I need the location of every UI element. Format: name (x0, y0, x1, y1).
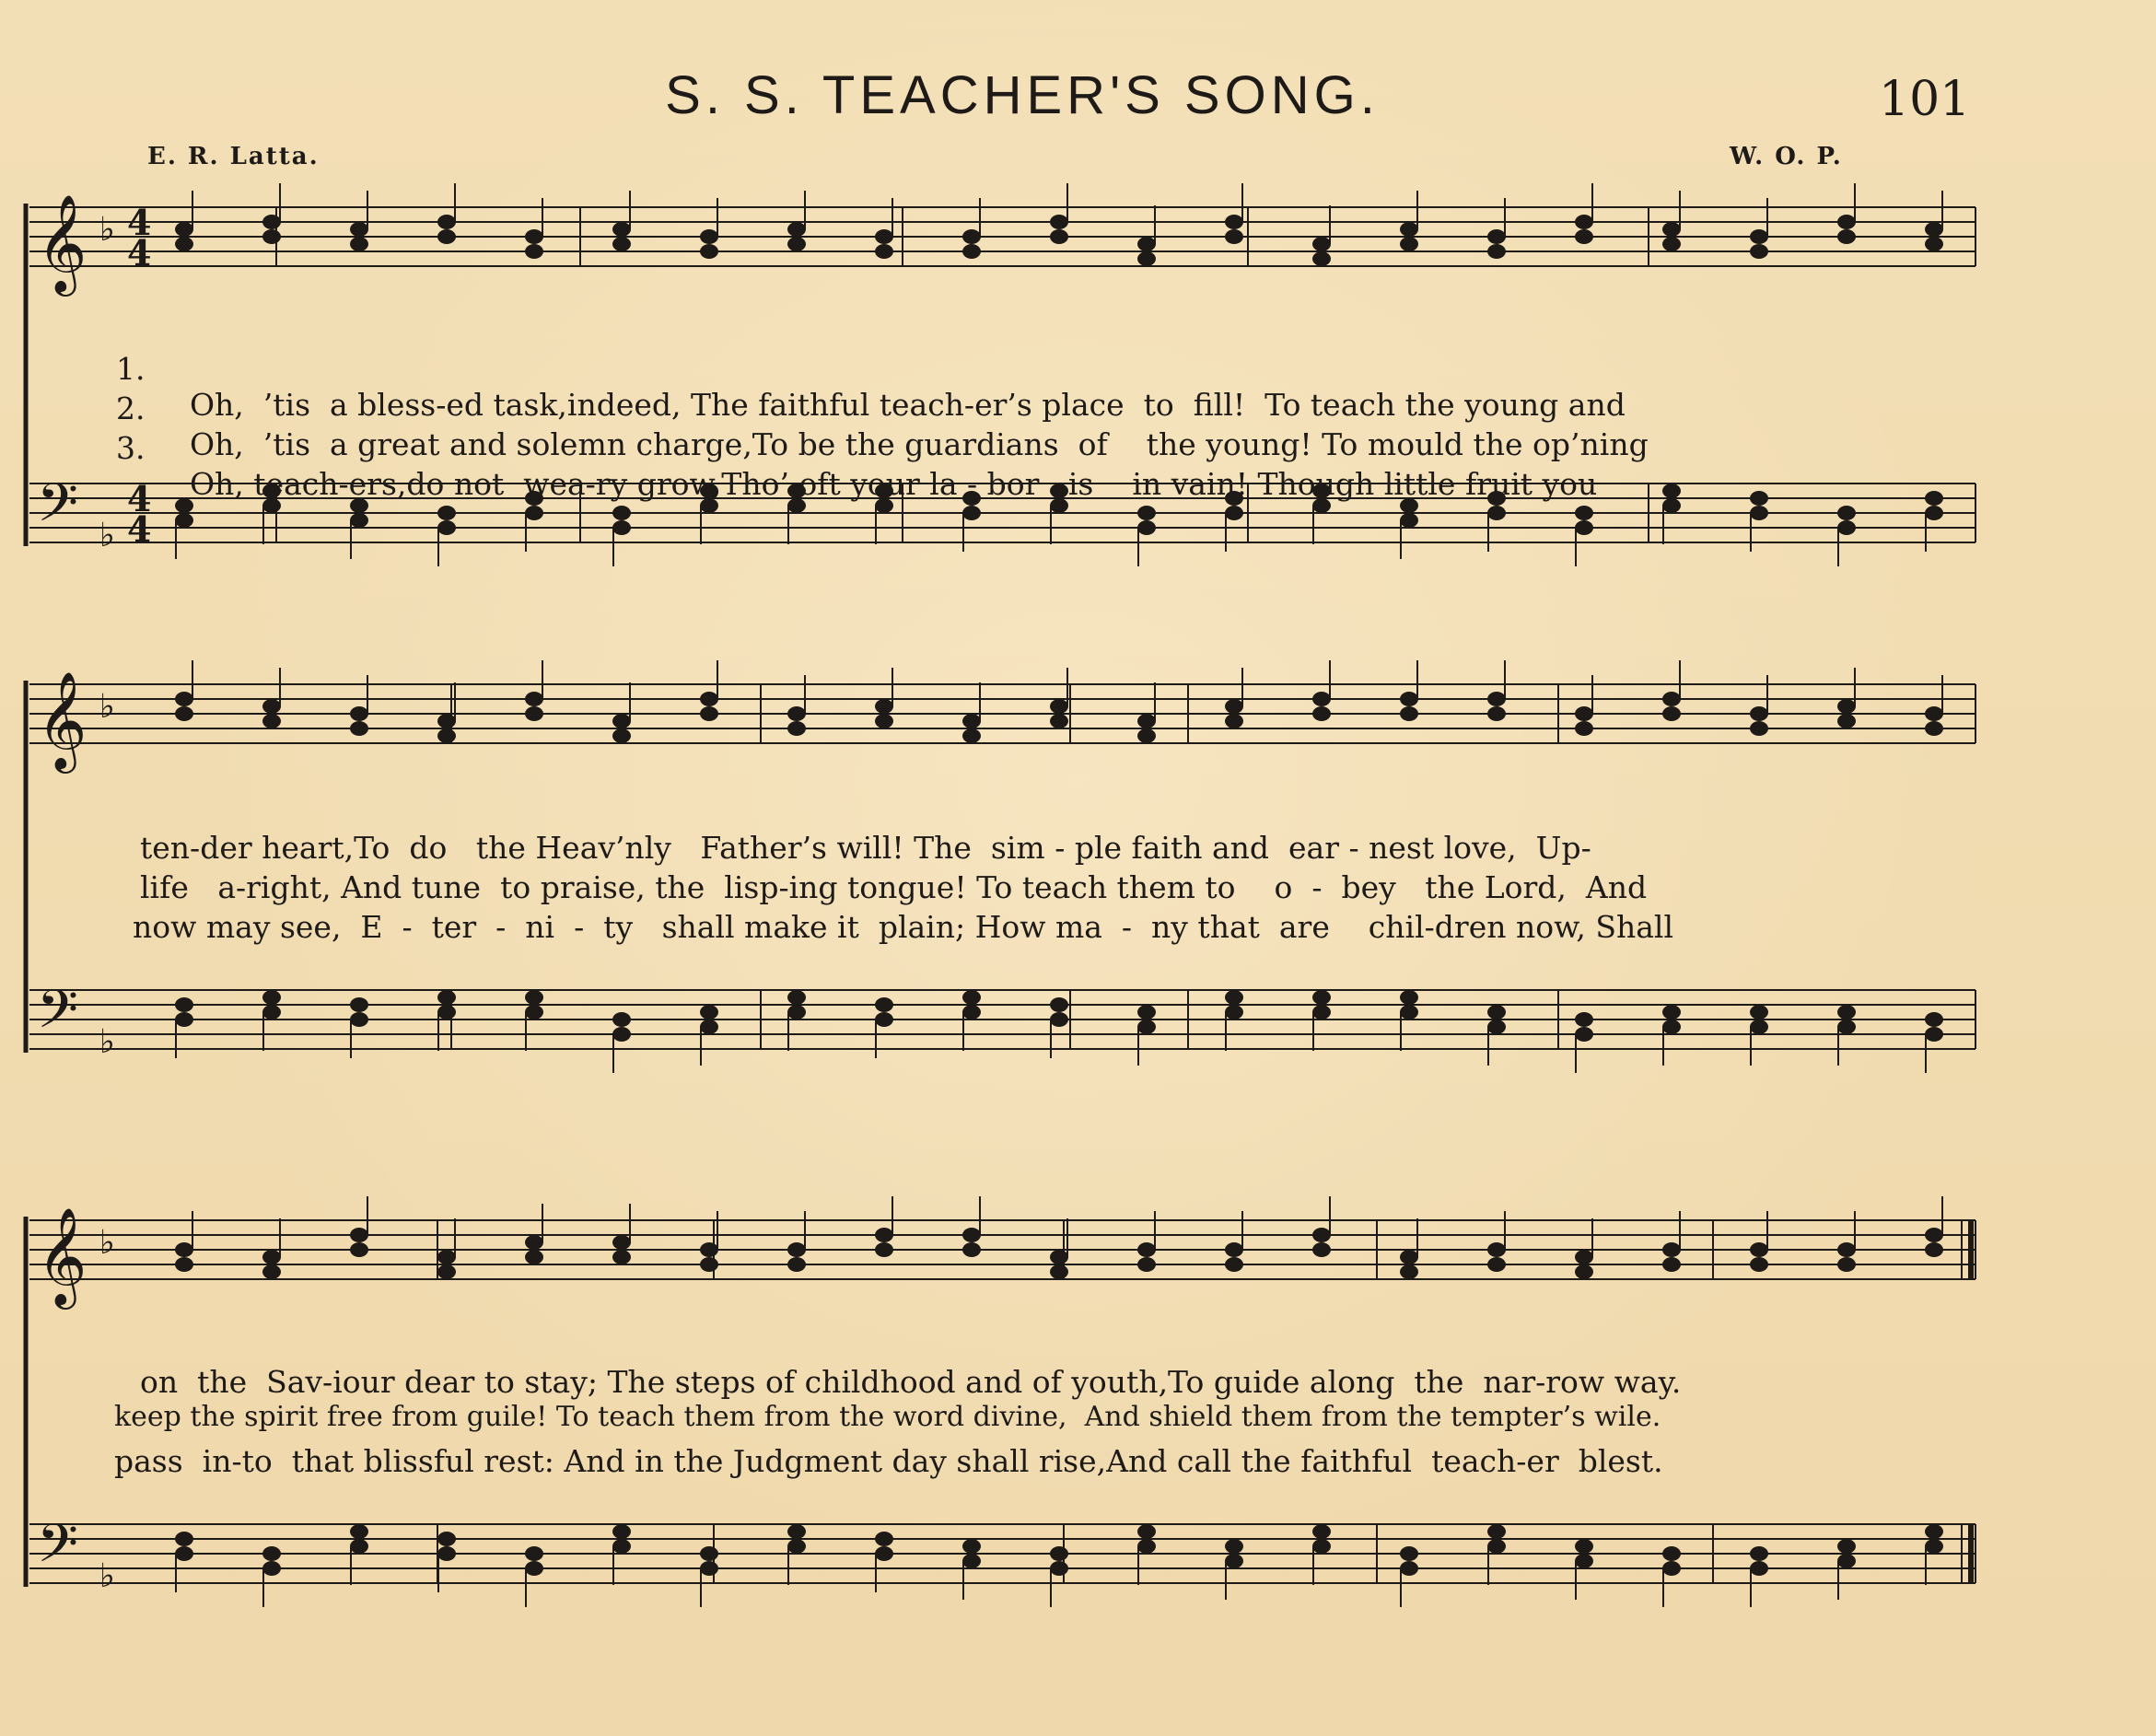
notehead (1662, 1005, 1681, 1019)
notehead (1312, 1005, 1331, 1019)
notehead (875, 1242, 893, 1257)
notehead (787, 721, 806, 736)
notehead (1137, 237, 1156, 251)
notehead (1400, 1561, 1418, 1576)
notehead (262, 1546, 281, 1561)
notehead (875, 997, 893, 1012)
lyric-text: ten-der heart,To do the Heav’nly Father’s will! The sim - ple faith and ear - nest love, Up- (140, 830, 1591, 866)
notehead (700, 244, 718, 259)
notehead (787, 1242, 806, 1257)
notehead (1662, 706, 1681, 721)
time-signature-top: 4 (127, 202, 152, 243)
notehead (1575, 1554, 1593, 1568)
notehead (875, 1228, 893, 1242)
lyric-line-s2-v3 (0, 873, 2155, 981)
notehead (1925, 237, 1943, 251)
notehead (1137, 1005, 1156, 1019)
verse-number: 3. (116, 430, 146, 466)
bass-clef-icon: 𝄢 (37, 1512, 79, 1588)
notehead (787, 222, 806, 237)
notehead (875, 1546, 893, 1561)
notehead (875, 244, 893, 259)
notehead (612, 222, 631, 237)
notehead (1750, 706, 1768, 721)
notehead (1225, 1554, 1243, 1568)
notehead (262, 1561, 281, 1576)
bass-clef-icon: 𝄢 (37, 472, 79, 547)
notehead (787, 706, 806, 721)
notehead (350, 1539, 368, 1554)
notehead (262, 990, 281, 1005)
notehead (1312, 692, 1331, 706)
notehead (1750, 1019, 1768, 1034)
notehead (175, 692, 193, 706)
notehead (787, 237, 806, 251)
time-signature-top: 4 (127, 478, 152, 519)
notehead (962, 1554, 981, 1568)
notehead (1137, 1257, 1156, 1272)
notehead (1662, 692, 1681, 706)
notehead (1312, 1539, 1331, 1554)
notehead (1837, 215, 1856, 229)
notehead (1750, 721, 1768, 736)
notehead (962, 1242, 981, 1257)
notehead (1400, 706, 1418, 721)
poet-credit: E. R. Latta. (147, 143, 320, 170)
notehead (262, 1005, 281, 1019)
notehead (700, 706, 718, 721)
notehead (175, 1532, 193, 1546)
notehead (1925, 1539, 1943, 1554)
notehead (1050, 1012, 1068, 1027)
verse-number: 2. (116, 390, 146, 426)
flat-icon: ♭ (99, 517, 115, 554)
notehead (437, 1546, 456, 1561)
notehead (1575, 1027, 1593, 1042)
notehead (1662, 1242, 1681, 1257)
time-signature-bottom: 4 (127, 508, 152, 550)
notehead (525, 244, 543, 259)
notehead (612, 714, 631, 728)
notehead (437, 714, 456, 728)
notehead (437, 990, 456, 1005)
notehead (1487, 229, 1506, 244)
notehead (1837, 1539, 1856, 1554)
notehead (1312, 1524, 1331, 1539)
notehead (175, 1546, 193, 1561)
notehead (1662, 222, 1681, 237)
notehead (437, 728, 456, 743)
notehead (1050, 997, 1068, 1012)
notehead (1225, 990, 1243, 1005)
notehead (1225, 215, 1243, 229)
notehead (525, 1005, 543, 1019)
notehead (700, 229, 718, 244)
notehead (1575, 1250, 1593, 1264)
notehead (262, 699, 281, 714)
notehead (1487, 1005, 1506, 1019)
notehead (1750, 244, 1768, 259)
notehead (1137, 1524, 1156, 1539)
notehead (962, 990, 981, 1005)
notehead (350, 1012, 368, 1027)
notehead (1137, 251, 1156, 266)
notehead (350, 237, 368, 251)
notehead (525, 1546, 543, 1561)
notehead (1925, 222, 1943, 237)
notehead (787, 1524, 806, 1539)
notehead (1837, 1019, 1856, 1034)
notehead (1050, 215, 1068, 229)
notehead (175, 237, 193, 251)
notehead (1225, 229, 1243, 244)
notehead (350, 1524, 368, 1539)
notehead (175, 706, 193, 721)
notehead (1925, 706, 1943, 721)
notehead (1575, 721, 1593, 736)
notehead (1575, 1264, 1593, 1279)
notehead (350, 706, 368, 721)
notehead (1925, 721, 1943, 736)
notehead (787, 1539, 806, 1554)
notehead (1312, 251, 1331, 266)
notehead (1400, 237, 1418, 251)
notehead (962, 728, 981, 743)
flat-icon: ♭ (99, 211, 115, 249)
notehead (1050, 699, 1068, 714)
notehead (1837, 1554, 1856, 1568)
notehead (1487, 1524, 1506, 1539)
notehead (1400, 1264, 1418, 1279)
notehead (1662, 1546, 1681, 1561)
lyric-line-s3-v3 (0, 1407, 2155, 1515)
notehead (175, 222, 193, 237)
notehead (1925, 1012, 1943, 1027)
notehead (1312, 1228, 1331, 1242)
notehead (1225, 1257, 1243, 1272)
notehead (612, 1012, 631, 1027)
notehead (1575, 1012, 1593, 1027)
notehead (350, 721, 368, 736)
notehead (1400, 1250, 1418, 1264)
treble-clef-icon: 𝄞 (37, 670, 87, 769)
notehead (1662, 1257, 1681, 1272)
notehead (1662, 237, 1681, 251)
notehead (1137, 1242, 1156, 1257)
notehead (962, 1005, 981, 1019)
notehead (1312, 1242, 1331, 1257)
treble-clef-icon: 𝄞 (37, 193, 87, 292)
notehead (612, 1250, 631, 1264)
notehead (525, 229, 543, 244)
notehead (700, 1019, 718, 1034)
notehead (787, 990, 806, 1005)
notehead (875, 229, 893, 244)
notehead (875, 714, 893, 728)
notehead (1487, 1019, 1506, 1034)
notehead (1837, 714, 1856, 728)
notehead (1750, 1242, 1768, 1257)
notehead (525, 990, 543, 1005)
page-number: 101 (1879, 72, 1971, 127)
notehead (962, 244, 981, 259)
notehead (525, 706, 543, 721)
notehead (1050, 229, 1068, 244)
notehead (1837, 699, 1856, 714)
notehead (1575, 215, 1593, 229)
lyric-line-s1-v3 (0, 394, 2155, 538)
notehead (962, 229, 981, 244)
notehead (175, 1242, 193, 1257)
notehead (437, 229, 456, 244)
notehead (962, 1539, 981, 1554)
notehead (262, 215, 281, 229)
notehead (700, 692, 718, 706)
notehead (350, 1242, 368, 1257)
song-title: S. S. TEACHER'S SONG. (665, 65, 1380, 125)
notehead (700, 1242, 718, 1257)
notehead (1837, 1005, 1856, 1019)
notehead (437, 1264, 456, 1279)
notehead (875, 1532, 893, 1546)
notehead (1400, 1546, 1418, 1561)
bass-clef-icon: 𝄢 (37, 978, 79, 1054)
notehead (1662, 1019, 1681, 1034)
notehead (875, 699, 893, 714)
notehead (1487, 692, 1506, 706)
notehead (1662, 1561, 1681, 1576)
notehead (1400, 692, 1418, 706)
notehead (1312, 706, 1331, 721)
notehead (612, 1027, 631, 1042)
notehead (1225, 699, 1243, 714)
notehead (612, 728, 631, 743)
notehead (1225, 1005, 1243, 1019)
notehead (1400, 990, 1418, 1005)
flat-icon: ♭ (99, 1557, 115, 1595)
notehead (962, 1228, 981, 1242)
notehead (612, 1524, 631, 1539)
lyric-text: keep the spirit free from guile! To teach them from the word divine, And shield them from the tempter’s wile. (114, 1401, 1661, 1433)
notehead (525, 1235, 543, 1250)
notehead (350, 222, 368, 237)
notehead (1837, 1257, 1856, 1272)
notehead (787, 1005, 806, 1019)
notehead (1050, 1561, 1068, 1576)
notehead (612, 237, 631, 251)
flat-icon: ♭ (99, 688, 115, 726)
notehead (262, 714, 281, 728)
lyric-text: pass in-to that blissful rest: And in the Judgment day shall rise,And call the faithful teach-er blest. (114, 1443, 1663, 1479)
time-signature-bottom: 4 (127, 232, 152, 274)
notehead (1400, 1005, 1418, 1019)
notehead (1925, 1524, 1943, 1539)
composer-credit: W. O. P. (1730, 143, 1843, 170)
notehead (350, 997, 368, 1012)
lyric-text: life a-right, And tune to praise, the lisp-ing tongue! To teach them to o - bey the Lord, And (140, 869, 1648, 905)
notehead (1750, 229, 1768, 244)
notehead (875, 1012, 893, 1027)
notehead (1487, 1242, 1506, 1257)
notehead (1925, 1228, 1943, 1242)
notehead (1137, 1019, 1156, 1034)
notehead (175, 1012, 193, 1027)
notehead (525, 1250, 543, 1264)
notehead (1137, 714, 1156, 728)
notehead (787, 1257, 806, 1272)
notehead (437, 1005, 456, 1019)
notehead (1837, 229, 1856, 244)
notehead (1400, 222, 1418, 237)
notehead (700, 1005, 718, 1019)
notehead (1925, 1027, 1943, 1042)
notehead (525, 692, 543, 706)
notehead (612, 1235, 631, 1250)
notehead (1750, 1257, 1768, 1272)
notehead (437, 1250, 456, 1264)
notehead (1137, 1539, 1156, 1554)
notehead (525, 1561, 543, 1576)
notehead (262, 229, 281, 244)
notehead (1487, 1257, 1506, 1272)
notehead (350, 1228, 368, 1242)
notehead (437, 1532, 456, 1546)
notehead (612, 1539, 631, 1554)
notehead (1050, 1250, 1068, 1264)
lyric-text: Oh, ’tis a bless-ed task,indeed, The faithful teach-er’s place to fill! To teach the young and (190, 387, 1626, 423)
verse-number: 1. (116, 351, 146, 387)
lyric-text: Oh, ’tis a great and solemn charge,To be the guardians of the young! To mould the op’ning (190, 426, 1649, 462)
notehead (1575, 706, 1593, 721)
notehead (700, 1561, 718, 1576)
notehead (1750, 1561, 1768, 1576)
lyric-text: on the Sav-iour dear to stay; The steps of childhood and of youth,To guide along the nar-row way. (140, 1364, 1682, 1400)
notehead (262, 1264, 281, 1279)
notehead (1225, 1539, 1243, 1554)
notehead (1487, 244, 1506, 259)
notehead (1225, 1242, 1243, 1257)
notehead (1750, 1005, 1768, 1019)
notehead (1575, 1539, 1593, 1554)
notehead (700, 1546, 718, 1561)
notehead (1750, 1546, 1768, 1561)
notehead (1312, 237, 1331, 251)
notehead (1837, 1242, 1856, 1257)
flat-icon: ♭ (99, 1023, 115, 1061)
notehead (1225, 714, 1243, 728)
notehead (1050, 1264, 1068, 1279)
notehead (700, 1257, 718, 1272)
flat-icon: ♭ (99, 1224, 115, 1262)
lyric-text: now may see, E - ter - ni - ty shall make it plain; How ma - ny that are chil-dren now, Shall (133, 909, 1674, 945)
notehead (1487, 1539, 1506, 1554)
notehead (437, 215, 456, 229)
notehead (1487, 706, 1506, 721)
notehead (1575, 229, 1593, 244)
notehead (175, 1257, 193, 1272)
treble-clef-icon: 𝄞 (37, 1206, 87, 1305)
notehead (175, 997, 193, 1012)
notehead (1050, 714, 1068, 728)
notehead (262, 1250, 281, 1264)
notehead (1050, 1546, 1068, 1561)
notehead (962, 714, 981, 728)
notehead (1312, 990, 1331, 1005)
lyric-text: Oh, teach-ers,do not wea-ry grow,Tho’ oft your la - bor is in vain! Though little fruit you (190, 466, 1598, 502)
notehead (1137, 728, 1156, 743)
notehead (1925, 1242, 1943, 1257)
